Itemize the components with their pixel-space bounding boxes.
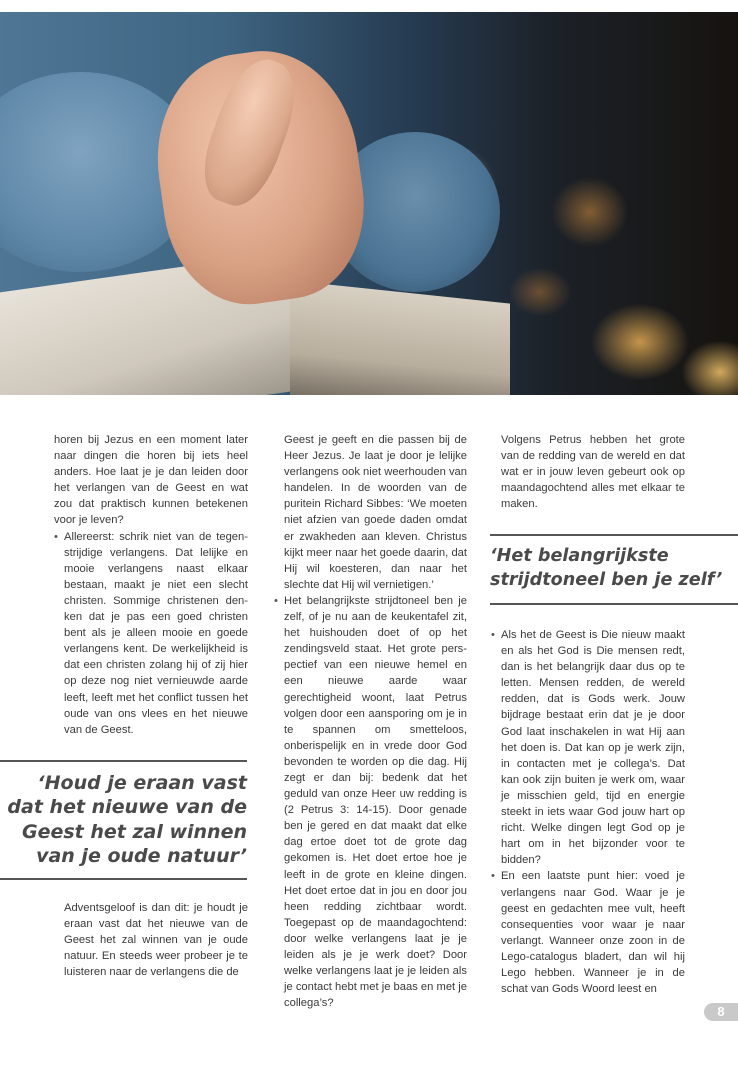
col2-paragraph: Geest je geeft en die passen bij de Heer Jezus. Je laat je door je lelijke verlangens ook niet weerhouden van handelen. In de woorden van de puritein Richard Sibbes: ‘We moeten niet afzien van goede daden omdat er zwakheden aan kleven. Christus kijkt meer naar het goede daarin, dat Hij wil koesteren, dan naar het slechte dat Hij wil vernietigen.’ — [284, 434, 467, 591]
bible-page-right — [290, 280, 510, 395]
quote1-line: dat het nieuwe van de — [7, 796, 247, 819]
quote1-top-rule — [0, 760, 247, 762]
col3-bullet-2: • En een laatste punt hier: voed je verlangens naar God. Waar je je geest en gedachten mee vult, heeft consequenties voor waar je naar verlangt. Wanneer onze zoon in de Lego-catalogus bladert, dan wil hij Lego hebben. Wanneer je in de schat van Gods Woord leest en — [491, 868, 685, 997]
quote1-line: van je oude natuur’ — [36, 844, 247, 867]
column-3-bottom — [491, 627, 685, 997]
quote1-line: ‘Houd je eraan vast — [37, 772, 247, 794]
col1-paragraph: horen bij Jezus en een moment later naar dingen die horen bij iets heel anders. Hoe laat je je dan leiden door het verlangen van de Geest en wat zou dat praktisch kunnen betekenen voor je leven? — [54, 434, 248, 527]
column-1-bottom — [64, 900, 248, 980]
quote2-line: strijdtoneel ben je zelf’ — [490, 570, 723, 590]
column-3-top — [501, 432, 685, 512]
col1-bullet: • Allereerst: schrik niet van de tegenstrijdige verlangens. Dat lelijke en mooie verlangens naast elkaar bestaan, maakt je niet een slecht christen. Sommige christenen denken dat je pas een goed christen bent als je alleen mooie en goede verlangens kent. De werkelijkheid is dat een christen zolang hij of zij hier op deze nog niet vernieuwde aarde leeft, leeft met het conflict tussen het oude van ons vlees en het nieuwe van de Geest. — [54, 529, 248, 738]
pull-quote-2 — [490, 544, 738, 592]
pull-quote-1 — [0, 771, 247, 868]
column-1-top — [54, 432, 248, 738]
quote2-top-rule — [490, 534, 738, 536]
hero-photo — [0, 12, 738, 395]
quote2-bottom-rule — [490, 603, 738, 605]
quote1-line: Geest het zal winnen — [21, 820, 247, 843]
page-number-tab: 8 — [704, 1003, 738, 1021]
col3-bullet-1: • Als het de Geest is Die nieuw maakt en als het God is Die mensen redt, dan is het belangrijk daar dus op te letten. Mensen redden, de wereld redden, dat is Gods werk. Jouw bijdrage bestaat erin dat je je door God laat inschakelen in wat Hij aan het doen is. Dat kan op je werk zijn, in contacten met je collega’s. Dat kan ook zijn buiten je werk om, waar je misschien geld, tijd en energie steekt in iets waar God jouw hart op richt. Welke dingen legt God op je hart om in het bijzonder voor te bidden? — [491, 627, 685, 868]
quote2-line: ‘Het belangrijkste — [490, 546, 669, 566]
col1-bottom-paragraph: Adventsgeloof is dan dit: je houdt je eraan vast dat het nieuwe van de Geest het zal winnen van je oude natuur. En steeds weer probeer je te luisteren naar de verlangens die de — [64, 902, 248, 979]
quote1-bottom-rule — [0, 878, 247, 880]
column-2 — [274, 432, 467, 1011]
col3-paragraph: Volgens Petrus hebben het grote van de redding van de wereld en dat wat er in jouw leven gebeurt ook op maandagochtend alles met elkaar te maken. — [501, 434, 685, 511]
col2-bullet: • Het belangrijkste strijdtoneel ben je zelf, of je nu aan de keukentafel zit, het huishouden doet of op het zendingsveld staat. Het grote perspectief van een nieuwe hemel en een nieuwe aarde waar gerechtigheid woont, laat Petrus volgen door een aansporing om je in te spannen om smetteloos, onberispelijk en in vrede door God bevonden te worden op die dag. Hij zegt er dan bij: bedenk dat het geduld van onze Heer uw redding is (2 Petrus 3: 14-15). Door genade ben je gered en dat maakt dat elke dag ertoe doet tot de grote dag gekomen is. Het doet ertoe hoe je leeft in de grote en kleine dingen. Het doet ertoe dat in jou en door jou heen redding zichtbaar wordt. Toegepast op de maandagochtend: door welke verlangens laat je je leiden als je je werk doet? Door welke verlangens laat je je leiden als je contact hebt met je baas en met je collega’s? — [274, 593, 467, 1011]
